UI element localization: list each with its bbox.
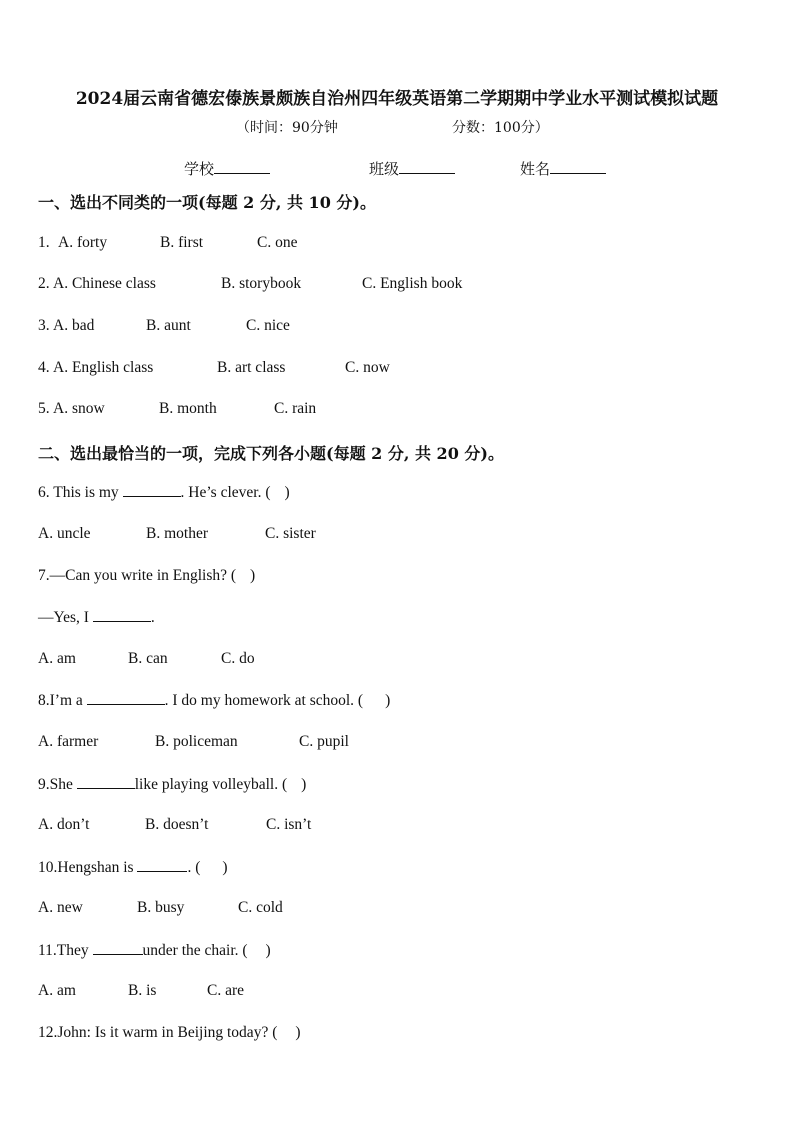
option-c[interactable]: C. now: [345, 359, 390, 376]
option-a[interactable]: A. bad: [53, 317, 95, 334]
option-c[interactable]: C. are: [207, 982, 245, 999]
question-text: . He’s clever. (: [180, 484, 271, 501]
option-c[interactable]: C. English book: [362, 275, 463, 292]
question-6: [38, 483, 290, 502]
question-text: 11.They: [38, 942, 93, 959]
paren-close: ): [250, 567, 256, 584]
school-field[interactable]: [184, 158, 270, 179]
option-a[interactable]: A. English class: [53, 359, 154, 376]
option-a[interactable]: A. farmer: [38, 733, 99, 750]
question-number: 4.: [38, 359, 50, 376]
question-text: 10.Hengshan is: [38, 859, 138, 876]
question-7-answer: [38, 608, 155, 627]
option-a[interactable]: A. Chinese class: [53, 275, 156, 292]
name-field[interactable]: [520, 158, 606, 179]
question-text: 12.John: Is it warm in Beijing today? (: [38, 1024, 278, 1041]
question-number: 1.: [38, 234, 50, 251]
answer-blank[interactable]: [77, 775, 135, 789]
option-a[interactable]: A. don’t: [38, 816, 90, 833]
option-a[interactable]: A. am: [38, 982, 76, 999]
name-blank[interactable]: [550, 159, 606, 174]
school-blank[interactable]: [214, 159, 270, 174]
option-c[interactable]: C. rain: [274, 400, 317, 417]
option-c[interactable]: C. nice: [246, 317, 290, 334]
question-text: like playing volleyball. (: [134, 776, 288, 793]
option-b[interactable]: B. month: [159, 400, 217, 417]
option-c[interactable]: C. cold: [238, 899, 283, 916]
question-number: 5.: [38, 400, 50, 417]
option-b[interactable]: B. can: [128, 650, 168, 667]
section2-heading: 二、选出最恰当的一项，完成下列各小题(每题 2 分, 共 20 分)。: [38, 444, 504, 463]
option-b[interactable]: B. policeman: [155, 733, 238, 750]
paren-close: ): [265, 942, 271, 959]
question-text: . (: [187, 859, 201, 876]
question-number: 3.: [38, 317, 50, 334]
page-title: 2024届云南省德宏傣族景颇族自治州四年级英语第二学期期中学业水平测试模拟试题: [75, 89, 719, 109]
answer-text: —Yes, I: [38, 609, 93, 626]
question-number: 2.: [38, 275, 50, 292]
question-text: . I do my homework at school. (: [164, 692, 364, 709]
question-10: [38, 858, 228, 877]
name-label: 姓名: [520, 160, 551, 178]
option-b[interactable]: B. busy: [137, 899, 185, 916]
class-field[interactable]: [369, 158, 455, 179]
option-b[interactable]: B. mother: [146, 525, 208, 542]
paren-close: ): [295, 1024, 301, 1041]
class-label: 班级: [369, 160, 400, 178]
paren-close: ): [385, 692, 391, 709]
option-c[interactable]: C. do: [221, 650, 255, 667]
question-text: under the chair. (: [142, 942, 248, 959]
answer-blank[interactable]: [93, 608, 151, 622]
paren-close: ): [284, 484, 290, 501]
exam-score: 分数：100分）: [452, 120, 549, 136]
answer-blank[interactable]: [123, 483, 181, 497]
option-c[interactable]: C. pupil: [299, 733, 349, 750]
question-8: [38, 691, 390, 710]
question-11: [38, 941, 271, 960]
option-c[interactable]: C. one: [257, 234, 298, 251]
question-text: 7.—Can you write in English? (: [38, 567, 237, 584]
answer-text: .: [150, 609, 155, 626]
option-a[interactable]: A. forty: [58, 234, 108, 251]
question-text: 9.She: [38, 776, 77, 793]
paren-close: ): [301, 776, 307, 793]
option-c[interactable]: C. sister: [265, 525, 316, 542]
question-7: [38, 567, 255, 585]
option-b[interactable]: B. is: [128, 982, 157, 999]
answer-blank[interactable]: [87, 691, 165, 705]
school-label: 学校: [184, 160, 215, 178]
answer-blank[interactable]: [137, 858, 187, 872]
option-a[interactable]: A. uncle: [38, 525, 91, 542]
class-blank[interactable]: [399, 159, 455, 174]
question-text: 8.I’m a: [38, 692, 87, 709]
option-b[interactable]: B. doesn’t: [145, 816, 209, 833]
option-a[interactable]: A. am: [38, 650, 76, 667]
option-b[interactable]: B. art class: [217, 359, 286, 376]
question-9: [38, 775, 306, 794]
question-text: 6. This is my: [38, 484, 123, 501]
question-12: [38, 1024, 301, 1042]
answer-blank[interactable]: [93, 941, 143, 955]
section1-heading: 一、选出不同类的一项(每题 2 分, 共 10 分)。: [38, 193, 376, 212]
option-b[interactable]: B. first: [160, 234, 204, 251]
exam-time: （时间：90分钟: [236, 120, 338, 136]
option-b[interactable]: B. aunt: [146, 317, 191, 334]
paren-close: ): [222, 859, 228, 876]
option-a[interactable]: A. new: [38, 899, 83, 916]
option-a[interactable]: A. snow: [53, 400, 105, 417]
option-c[interactable]: C. isn’t: [266, 816, 312, 833]
option-b[interactable]: B. storybook: [221, 275, 302, 292]
